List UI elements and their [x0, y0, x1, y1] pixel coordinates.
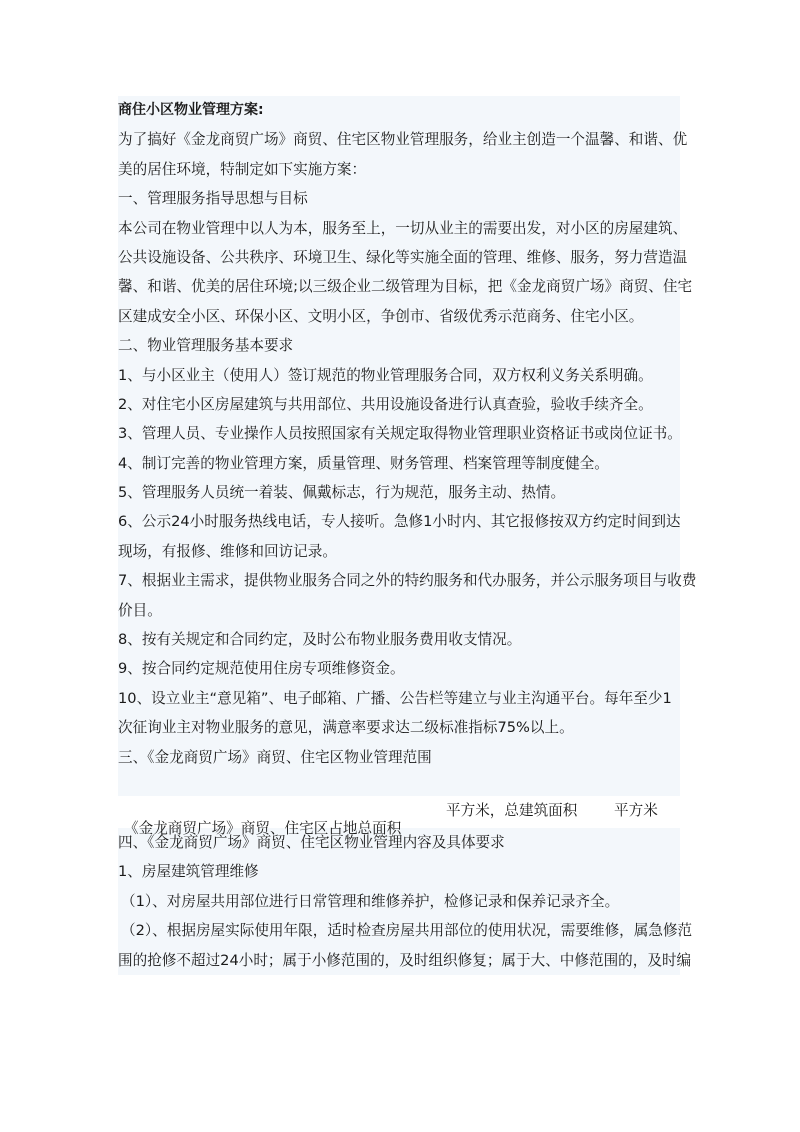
text-line: 价目。	[118, 596, 680, 625]
section-contents	[118, 828, 693, 975]
section-heading: 三、《金龙商贸广场》商贸、住宅区物业管理范围	[118, 743, 680, 772]
text-line: 美的居住环境，特制定如下实施方案：	[118, 155, 680, 184]
list-item: 1、与小区业主（使用人）签订规范的物业管理服务合同，双方权利义务关系明确。	[118, 361, 680, 390]
list-item: 7、根据业主需求，提供物业服务合同之外的特约服务和代办服务，并公示服务项目与收费	[118, 566, 680, 595]
list-item: （2）、根据房屋实际使用年限，适时检查房屋共用部位的使用状况，需要维修，属急修范	[118, 916, 680, 945]
text-line: 现场，有报修、维修和回访记录。	[118, 537, 680, 566]
section-heading: 二、物业管理服务基本要求	[118, 331, 680, 360]
area-row	[118, 796, 680, 837]
text-line: 公共设施设备、公共秩序、环境卫生、绿化等实施全面的管理、维修、服务，努力营造温	[118, 243, 680, 272]
list-item: 10、设立业主“意见箱”、电子邮箱、广播、公告栏等建立与业主沟通平台。每年至少1	[118, 684, 680, 713]
clipped-area-text: 《金龙商贸广场》商贸、住宅区占地总面积	[124, 819, 402, 837]
list-item: （1）、对房屋共用部位进行日常管理和维修养护，检修记录和保养记录齐全。	[118, 887, 680, 916]
text-line: 次征询业主对物业服务的意见，满意率要求达二级标准指标75%以上。	[118, 713, 680, 742]
text-line: 馨、和谐、优美的居住环境;以三级企业二级管理为目标，把《金龙商贸广场》商贸、住宅	[118, 272, 680, 301]
document-body	[118, 96, 697, 975]
list-item: 9、按合同约定规范使用住房专项维修资金。	[118, 654, 680, 683]
blank-gap	[118, 772, 680, 796]
text-line: 为了搞好《金龙商贸广场》商贸、住宅区物业管理服务，给业主创造一个温馨、和谐、优	[118, 125, 680, 154]
subsection-heading: 1、房屋建筑管理维修	[118, 857, 680, 886]
section-intro-to-scope	[118, 125, 697, 772]
list-item: 8、按有关规定和合同约定，及时公布物业服务费用收支情况。	[118, 625, 680, 654]
list-item: 6、公示24小时服务热线电话，专人接听。急修1小时内、其它报修按双方约定时间到达	[118, 507, 680, 536]
area-unit-label: 平方米	[614, 796, 658, 825]
list-item: 5、管理服务人员统一着装、佩戴标志，行为规范，服务主动、热情。	[118, 478, 680, 507]
text-line: 本公司在物业管理中以人为本，服务至上，一切从业主的需要出发，对小区的房屋建筑、	[118, 214, 680, 243]
section-heading: 一、管理服务指导思想与目标	[118, 184, 680, 213]
area-unit-label: 平方米，总建筑面积	[446, 796, 577, 825]
text-line: 围的抢修不超过24小时；属于小修范围的，及时组织修复；属于大、中修范围的，及时编	[118, 946, 680, 975]
list-item: 2、对住宅小区房屋建筑与共用部位、共用设施设备进行认真查验，验收手续齐全。	[118, 390, 680, 419]
document-title: 商住小区物业管理方案:	[118, 96, 680, 125]
text-line: 区建成安全小区、环保小区、文明小区，争创市、省级优秀示范商务、住宅小区。	[118, 302, 680, 331]
section-heading: 四、《金龙商贸广场》商贸、住宅区物业管理内容及具体要求	[118, 828, 680, 857]
list-item: 3、管理人员、专业操作人员按照国家有关规定取得物业管理职业资格证书或岗位证书。	[118, 419, 680, 448]
list-item: 4、制订完善的物业管理方案，质量管理、财务管理、档案管理等制度健全。	[118, 449, 680, 478]
